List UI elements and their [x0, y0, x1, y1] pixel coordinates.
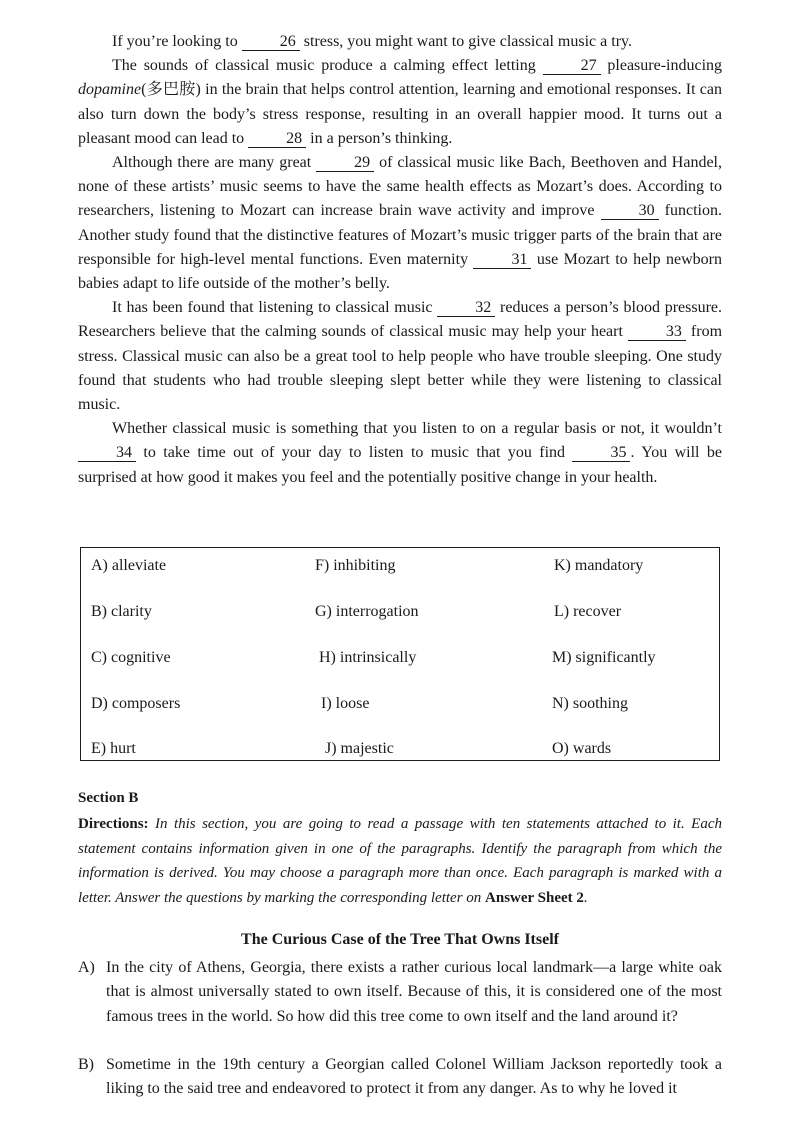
dopamine-term: dopamine — [78, 81, 142, 99]
word-option-g: G) interrogation — [315, 603, 419, 620]
word-option-m: M) significantly — [552, 649, 656, 666]
word-option-d: D) composers — [91, 695, 181, 712]
passage-paragraph-4: It has been found that listening to classical music 32 reduces a person’s blood pressure. Researchers believe that the calming sounds of classical music may help your heart 33 from stress. Classical music can also be a great tool to help people who have trouble sleeping. One study found that students who had trouble sleeping slept better while they were listening to classical music. — [78, 299, 723, 414]
paragraph-letter: B) — [78, 1056, 94, 1073]
word-option-l: L) recover — [554, 603, 622, 620]
section-b-title: Section B — [78, 790, 139, 806]
word-option-a: A) alleviate — [91, 557, 167, 574]
answer-sheet-ref: Answer Sheet 2 — [485, 889, 584, 906]
blank-30: 30 — [601, 202, 659, 220]
blank-33: 33 — [628, 323, 686, 341]
word-option-c: C) cognitive — [91, 649, 171, 666]
word-option-b: B) clarity — [91, 603, 152, 620]
section-b — [78, 787, 722, 910]
word-option-f: F) inhibiting — [315, 557, 396, 574]
blank-26: 26 — [242, 33, 300, 51]
blank-27: 27 — [543, 57, 601, 75]
article-paragraph-b — [78, 1053, 722, 1102]
article-title: The Curious Case of the Tree That Owns Itself — [241, 931, 559, 948]
directions-text: In this section, you are going to read a passage with ten statements attached to it. Each statement contains information given in one of the paragraphs. Identify the paragraph from which the information is derived. You may choose a paragraph more than once. Each paragraph is marked with a letter. Answer the questions by marking the corresponding letter on — [78, 816, 722, 906]
passage-paragraph-1: If you’re looking to 26 stress, you might want to give classical music a try. — [112, 33, 632, 50]
word-option-o: O) wards — [552, 740, 612, 757]
passage-paragraph-2: The sounds of classical music produce a calming effect letting 27 pleasure-inducing dopamine(多巴胺) in the brain that helps control attention, learning and emotional responses. It can also turn down the body’s stress response, resulting in an overall happier mood. It turns out a pleasant mood can lead to 28 in a person’s thinking. — [78, 57, 723, 147]
chinese-gloss: (多巴胺) — [141, 81, 201, 99]
paragraph-letter: A) — [78, 959, 95, 976]
word-bank-table — [80, 547, 720, 761]
word-option-n: N) soothing — [552, 695, 628, 712]
word-option-k: K) mandatory — [554, 557, 644, 574]
directions-label: Directions: — [78, 816, 149, 832]
paragraph-text: In the city of Athens, Georgia, there exists a rather curious local landmark—a large white oak that is almost universally stated to own itself. Because of this, it is considered one of the most famous trees in the world. So how did this tree come to own itself and the land around it? — [106, 959, 722, 1025]
word-option-e: E) hurt — [91, 740, 136, 757]
word-option-i: I) loose — [321, 695, 370, 712]
blank-28: 28 — [248, 130, 306, 148]
blank-34: 34 — [78, 444, 136, 462]
blank-29: 29 — [316, 154, 374, 172]
section-b-directions: Directions: In this section, you are going to read a passage with ten statements attached to it. Each statement contains information given in one of the paragraphs. Identify the paragraph from which the information is derived. You may choose a paragraph more than once. Each paragraph is marked with a letter. Answer the questions by marking the corresponding letter on Answer Sheet 2. — [78, 816, 722, 906]
blank-31: 31 — [473, 251, 531, 269]
blank-35: 35 — [572, 444, 630, 462]
article-paragraph-a — [78, 956, 722, 1029]
word-option-j: J) majestic — [325, 740, 394, 757]
cloze-passage — [78, 30, 722, 490]
word-option-h: H) intrinsically — [319, 649, 417, 666]
passage-paragraph-3: Although there are many great 29 of classical music like Bach, Beethoven and Handel, none of these artists’ music seems to have the same health effects as Mozart’s does. According to researchers, listening to Mozart can increase brain wave activity and improve 30 function. Another study found that the distinctive features of Mozart’s music trigger parts of the brain that are responsible for high-level mental functions. Even maternity 31 use Mozart to help newborn babies adapt to life outside of the mother’s belly. — [78, 154, 723, 293]
blank-32: 32 — [437, 299, 495, 317]
paragraph-text: Sometime in the 19th century a Georgian called Colonel William Jackson reportedly took a liking to the said tree and endeavored to protect it from any danger. As to why he loved it — [106, 1056, 722, 1098]
passage-paragraph-5: Whether classical music is something that you listen to on a regular basis or not, it wouldn’t 34 to take time out of your day to listen to music that you find 35 . You will be surprised at how good it makes you feel and the potentially positive change in your health. — [78, 420, 723, 486]
